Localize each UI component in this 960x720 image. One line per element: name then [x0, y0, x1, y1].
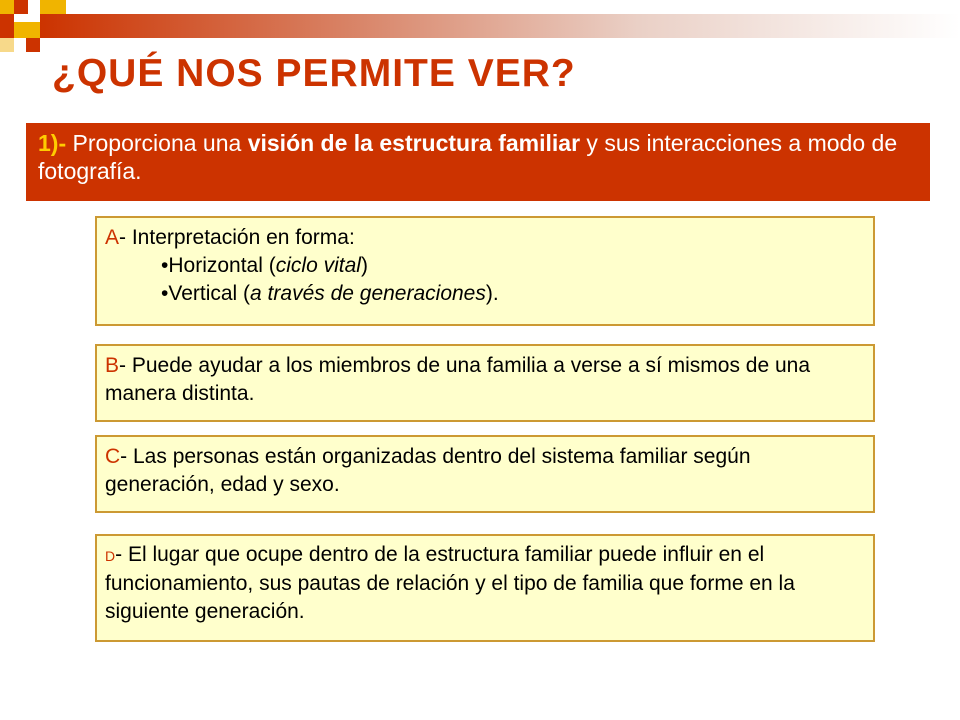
point-number: 1)-	[38, 130, 67, 156]
box-a-intro: - Interpretación en forma:	[119, 226, 355, 249]
bullet1-italic: ciclo vital	[275, 254, 361, 277]
banner-text-after: y sus interacciones a modo de fotografía.	[38, 130, 898, 184]
box-c	[95, 435, 875, 513]
bullet2-post: ).	[485, 282, 499, 305]
box-d-text: - El lugar que ocupe dentro de la estructura familiar puede influir en el funcionamiento, sus pautas de relación y el tipo de familia que forme en la siguiente generación.	[105, 543, 795, 623]
header-gradient-band	[40, 14, 960, 38]
banner-bold-text: visión de la estructura familiar	[247, 130, 581, 156]
bullet1-pre: •Horizontal (	[161, 254, 276, 277]
box-c-letter: C	[105, 445, 121, 468]
box-d	[95, 534, 875, 642]
box-a	[95, 216, 875, 326]
box-a-bullet-horizontal	[105, 252, 865, 280]
box-a-letter: A	[105, 226, 120, 249]
bullet1-post: )	[360, 254, 368, 277]
box-b-letter: B	[105, 354, 120, 377]
point-one-banner	[26, 123, 930, 201]
bullet2-italic: a través de generaciones	[250, 282, 486, 305]
box-a-bullet-vertical	[105, 280, 865, 308]
bullet2-pre: •Vertical (	[161, 282, 251, 305]
box-c-text: - Las personas están organizadas dentro del sistema familiar según generación, edad y sexo.	[105, 445, 751, 496]
box-b	[95, 344, 875, 422]
box-a-intro-line	[105, 224, 865, 252]
box-d-letter: D	[105, 548, 116, 564]
box-b-text: - Puede ayudar a los miembros de una familia a verse a sí mismos de una manera distinta.	[105, 354, 811, 405]
banner-text-before: Proporciona una	[66, 130, 248, 156]
slide-title: ¿QUÉ NOS PERMITE VER?	[52, 52, 576, 95]
